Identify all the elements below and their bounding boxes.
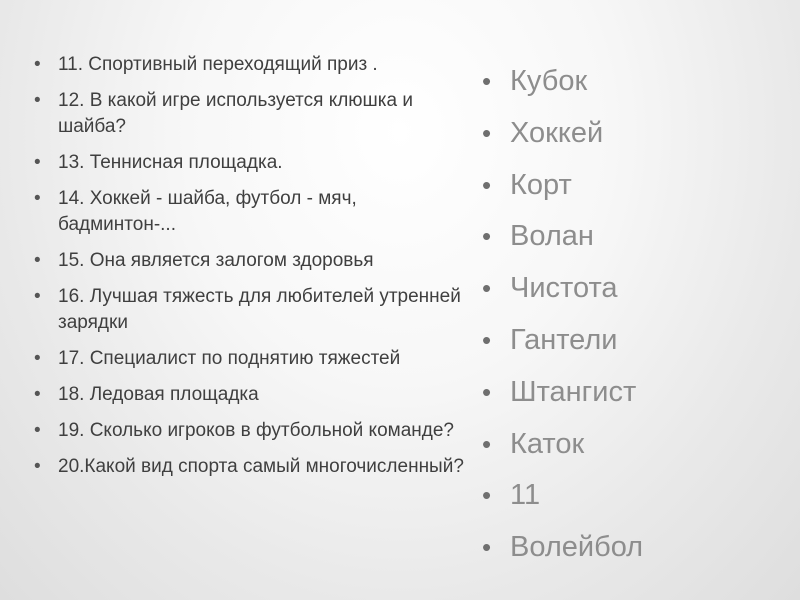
answer-item (478, 162, 778, 214)
question-text: 11. Спортивный переходящий приз . (58, 54, 378, 75)
bullet-icon: • (482, 66, 492, 96)
question-item (34, 88, 464, 140)
answer-item (478, 524, 778, 576)
bullet-icon: • (34, 456, 41, 477)
bullet-icon: • (482, 376, 492, 407)
answer-item (478, 213, 778, 265)
questions-list (34, 52, 464, 490)
bullet-icon: • (34, 384, 41, 405)
answer-item (478, 110, 778, 162)
answer-item (478, 58, 778, 110)
question-item (34, 454, 464, 480)
question-item (34, 248, 464, 274)
bullet-icon: • (34, 90, 41, 111)
answer-text: Хоккей (510, 116, 604, 149)
answer-text: Волан (510, 220, 594, 253)
bullet-icon: • (34, 188, 41, 209)
bullet-icon: • (482, 480, 492, 511)
answer-text: Каток (510, 427, 585, 460)
question-text: 16. Лучшая тяжесть для любителей утренней зарядки (58, 286, 461, 333)
answer-text: Штангист (510, 375, 637, 408)
question-text: 18. Ледовая площадка (58, 384, 259, 405)
answer-text: Гантели (510, 323, 618, 356)
answers-list (478, 58, 778, 576)
question-item (34, 186, 464, 238)
question-text: 13. Теннисная площадка. (58, 152, 283, 173)
bullet-icon: • (34, 348, 41, 369)
bullet-icon: • (482, 428, 492, 459)
answer-item (478, 369, 778, 421)
question-item (34, 382, 464, 408)
answer-item (478, 472, 778, 524)
bullet-icon: • (34, 420, 41, 441)
bullet-icon: • (482, 273, 492, 304)
question-item (34, 418, 464, 444)
bullet-icon: • (482, 221, 492, 252)
question-text: 17. Специалист по поднятию тяжестей (58, 348, 401, 369)
question-item (34, 346, 464, 372)
bullet-icon: • (34, 54, 41, 75)
question-text: 19. Сколько игроков в футбольной команде? (58, 420, 454, 441)
answer-text: 11 (510, 479, 541, 512)
question-item (34, 284, 464, 336)
answer-text: Чистота (510, 272, 618, 305)
bullet-icon: • (482, 532, 492, 563)
question-item (34, 150, 464, 176)
bullet-icon: • (482, 324, 492, 355)
answer-text: Корт (510, 168, 572, 201)
bullet-icon: • (482, 169, 492, 200)
bullet-icon: • (34, 250, 41, 271)
answer-item (478, 317, 778, 369)
answer-item (478, 265, 778, 317)
answer-item (478, 421, 778, 473)
question-item (34, 52, 464, 78)
answer-text: Волейбол (510, 531, 644, 564)
question-text: 12. В какой игре используется клюшка и шайба? (58, 90, 413, 137)
bullet-icon: • (482, 117, 492, 148)
answer-text: Кубок (510, 65, 588, 97)
question-text: 15. Она является залогом здоровья (58, 250, 374, 271)
bullet-icon: • (34, 152, 41, 173)
question-text: 20.Какой вид спорта самый многочисленный? (58, 456, 464, 477)
bullet-icon: • (34, 286, 41, 307)
question-text: 14. Хоккей - шайба, футбол - мяч, бадминтон-... (58, 188, 357, 235)
